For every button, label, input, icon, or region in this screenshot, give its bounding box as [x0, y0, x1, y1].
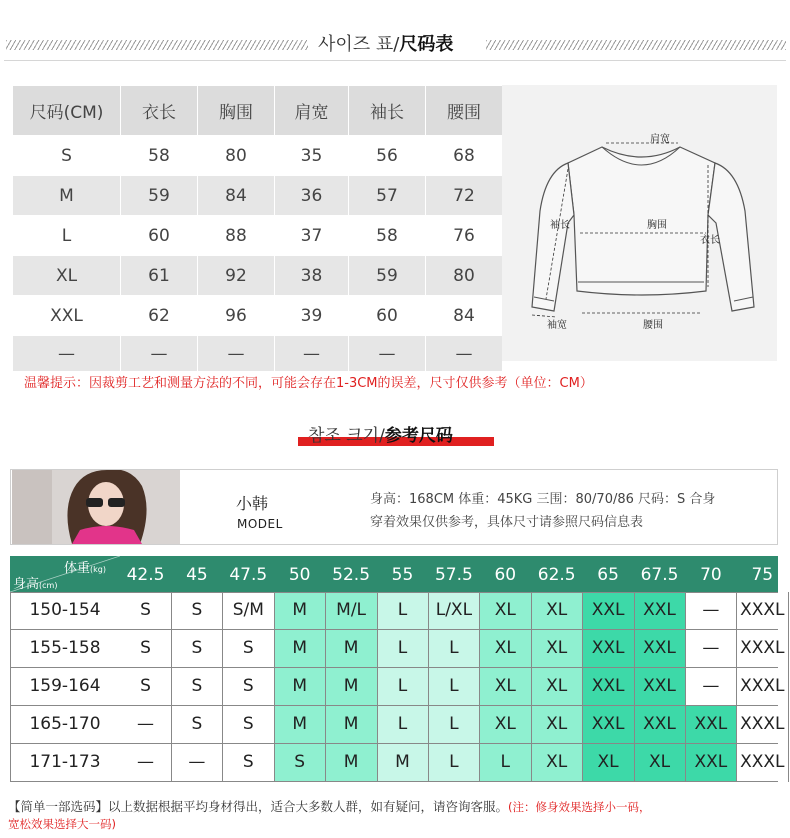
size-recommendation-cell: M	[326, 706, 377, 743]
size-recommendation-cell: XXXL	[737, 744, 788, 781]
title-divider	[4, 60, 786, 61]
size-recommendation-cell: XL	[531, 744, 582, 781]
label-waist: 腰围	[643, 320, 663, 331]
size-recommendation-cell: —	[120, 706, 171, 743]
weight-header-cell: 65	[597, 565, 619, 585]
size-recommendation-cell: XXL	[583, 630, 634, 667]
size-cell: 96	[198, 296, 275, 336]
size-cell: 56	[349, 136, 426, 176]
header-cell: 尺码(CM)	[13, 86, 121, 136]
height-cell: 171-173	[10, 744, 120, 781]
column-divider	[736, 592, 737, 782]
weight-header-cell: 42.5	[126, 565, 165, 585]
size-recommendation-cell: S	[223, 668, 274, 705]
size-cell: —	[198, 336, 275, 372]
size-cell: 68	[426, 136, 503, 176]
size-cell: 62	[121, 296, 198, 336]
size-recommendation-cell: L/XL	[428, 592, 479, 629]
garment-diagram	[502, 85, 777, 361]
label-shoulder: 肩宽	[650, 134, 670, 145]
reference-size-title: 참조 크기/参考尺码	[308, 426, 453, 446]
label-cuff: 袖宽	[547, 320, 567, 331]
size-recommendation-cell: —	[120, 744, 171, 781]
size-cell: 57	[349, 176, 426, 216]
height-cell: 155-158	[10, 630, 120, 667]
size-cell: —	[275, 336, 349, 372]
header-cell: 袖长	[349, 86, 426, 136]
footer-note: 宽松效果选择大一码)	[8, 817, 116, 831]
size-recommendation-cell: S	[171, 668, 222, 705]
size-recommendation-cell: L	[428, 744, 479, 781]
size-recommendation-cell: L	[428, 668, 479, 705]
size-recommendation-cell: XL	[480, 706, 531, 743]
size-recommendation-cell: XXXL	[737, 630, 788, 667]
size-recommendation-cell: —	[685, 630, 736, 667]
size-recommendation-cell: S	[223, 744, 274, 781]
size-cell: 35	[275, 136, 349, 176]
size-recommendation-cell: XXXL	[737, 668, 788, 705]
title-decor-left	[6, 40, 308, 50]
size-cell: 92	[198, 256, 275, 296]
size-recommendation-cell: S	[120, 592, 171, 629]
size-recommendation-cell: S	[274, 744, 325, 781]
size-row	[13, 336, 503, 372]
size-cell: 84	[426, 296, 503, 336]
size-cell: 60	[121, 216, 198, 256]
size-recommendation-cell: XL	[531, 592, 582, 629]
size-recommendation-cell: XXXL	[737, 706, 788, 743]
model-name: 小韩	[236, 494, 269, 513]
size-recommendation-cell: M	[274, 668, 325, 705]
size-recommendation-cell: L	[377, 706, 428, 743]
size-recommendation-cell: L	[377, 630, 428, 667]
weight-header-cell: 62.5	[537, 565, 576, 585]
size-cell: 59	[121, 176, 198, 216]
size-recommendation-cell: M	[326, 630, 377, 667]
column-divider	[788, 592, 789, 782]
header-cell: 胸围	[198, 86, 275, 136]
grid-corner	[10, 556, 120, 592]
size-cell: L	[13, 216, 121, 256]
size-recommendation-cell: XL	[480, 592, 531, 629]
size-recommendation-cell: —	[685, 592, 736, 629]
size-recommendation-cell: M	[274, 592, 325, 629]
size-cell: 61	[121, 256, 198, 296]
model-subtitle: MODEL	[237, 517, 283, 531]
size-recommendation-cell: XXL	[634, 630, 685, 667]
size-recommendation-cell: S	[171, 592, 222, 629]
weight-header-cell: 55	[391, 565, 414, 585]
weight-axis-label: 体重(kg)	[64, 561, 106, 576]
size-cell: 60	[349, 296, 426, 336]
column-divider	[634, 592, 635, 782]
model-measurements: 身高：168CM 体重：45KG 三围：80/70/86 尺码：S 合身	[370, 492, 716, 507]
column-divider	[10, 592, 11, 782]
size-cell: —	[121, 336, 198, 372]
size-recommendation-cell: XL	[480, 668, 531, 705]
size-recommendation-cell: XL	[531, 630, 582, 667]
size-recommendation-cell: S	[120, 630, 171, 667]
size-recommendation-cell: XXL	[583, 706, 634, 743]
size-recommendation-cell: L	[428, 706, 479, 743]
column-divider	[325, 592, 326, 782]
size-cell: —	[426, 336, 503, 372]
height-cell: 165-170	[10, 706, 120, 743]
size-cell: 39	[275, 296, 349, 336]
header-cell: 衣长	[121, 86, 198, 136]
size-chart-title: 사이즈 표/尺码表	[318, 34, 454, 55]
size-recommendation-cell: M	[274, 706, 325, 743]
label-chest: 胸围	[647, 220, 667, 231]
size-row	[13, 216, 503, 256]
size-recommendation-cell: XXL	[634, 706, 685, 743]
size-recommendation-cell: M	[377, 744, 428, 781]
size-cell: 59	[349, 256, 426, 296]
size-recommendation-cell: XXL	[634, 592, 685, 629]
footer-guide: 【简单一部选码】以上数据根据平均身材得出，适合大多数人群，如有疑问，请咨询客服。(注：修身效果选择小一码，	[8, 799, 651, 814]
size-recommendation-cell: M/L	[326, 592, 377, 629]
size-cell: 88	[198, 216, 275, 256]
size-recommendation-cell: S	[171, 706, 222, 743]
size-recommendation-cell: XL	[531, 706, 582, 743]
weight-header-cell: 70	[700, 565, 722, 585]
height-axis-label: 身高(cm)	[13, 577, 58, 592]
size-recommendation-cell: XXL	[634, 668, 685, 705]
row-divider	[10, 592, 778, 593]
column-divider	[531, 592, 532, 782]
column-divider	[428, 592, 429, 782]
size-cell: 84	[198, 176, 275, 216]
sweater-illustration	[502, 85, 777, 361]
size-cell: 76	[426, 216, 503, 256]
size-recommendation-cell: XL	[634, 744, 685, 781]
tip-note: 温馨提示：因裁剪工艺和测量方法的不同，可能会存在1-3CM的误差，尺寸仅供参考（单位：CM）	[24, 376, 593, 391]
size-row	[13, 296, 503, 336]
size-cell: 80	[198, 136, 275, 176]
weight-header-cell: 60	[494, 565, 517, 585]
column-divider	[274, 592, 275, 782]
size-cell: 58	[349, 216, 426, 256]
weight-header-cell: 57.5	[434, 565, 473, 585]
size-recommendation-cell: L	[377, 592, 428, 629]
size-recommendation-cell: M	[326, 668, 377, 705]
size-recommendation-cell: L	[377, 668, 428, 705]
column-divider	[685, 592, 686, 782]
size-table	[12, 85, 503, 372]
height-cell: 159-164	[10, 668, 120, 705]
size-cell: 80	[426, 256, 503, 296]
column-divider	[222, 592, 223, 782]
column-divider	[377, 592, 378, 782]
model-fit-note: 穿着效果仅供参考，具体尺寸请参照尺码信息表	[370, 515, 644, 530]
size-cell: —	[349, 336, 426, 372]
size-recommendation-cell: XXL	[583, 592, 634, 629]
column-divider	[479, 592, 480, 782]
row-divider	[10, 781, 778, 782]
size-recommendation-cell: M	[274, 630, 325, 667]
size-cell: —	[13, 336, 121, 372]
label-sleeve: 袖长	[550, 220, 570, 231]
size-recommendation-cell: XL	[583, 744, 634, 781]
size-recommendation-cell: XXL	[685, 706, 736, 743]
size-recommendation-cell: S	[223, 706, 274, 743]
size-cell: XL	[13, 256, 121, 296]
title-decor-right	[486, 40, 786, 50]
model-photo	[12, 470, 180, 544]
label-length: 衣长	[700, 235, 720, 246]
size-cell: XXL	[13, 296, 121, 336]
size-recommendation-cell: S	[223, 630, 274, 667]
size-cell: 37	[275, 216, 349, 256]
weight-header-cell: 52.5	[332, 565, 371, 585]
size-recommendation-cell: XXXL	[737, 592, 788, 629]
size-recommendation-cell: —	[685, 668, 736, 705]
size-recommendation-cell: XL	[531, 668, 582, 705]
size-recommendation-cell: L	[480, 744, 531, 781]
size-table-header	[13, 86, 503, 136]
size-row	[13, 256, 503, 296]
size-cell: M	[13, 176, 121, 216]
height-cell: 150-154	[10, 592, 120, 629]
weight-header-cell: 47.5	[229, 565, 268, 585]
size-row	[13, 176, 503, 216]
size-recommendation-cell: —	[171, 744, 222, 781]
size-recommendation-cell: S/M	[223, 592, 274, 629]
size-recommendation-cell: S	[120, 668, 171, 705]
header-cell: 腰围	[426, 86, 503, 136]
size-cell: S	[13, 136, 121, 176]
weight-header-cell: 75	[751, 565, 774, 585]
size-cell: 38	[275, 256, 349, 296]
size-row	[13, 136, 503, 176]
size-recommendation-cell: XXL	[583, 668, 634, 705]
weight-header-cell: 67.5	[640, 565, 679, 585]
size-cell: 36	[275, 176, 349, 216]
size-recommendation-cell: L	[428, 630, 479, 667]
column-divider	[171, 592, 172, 782]
weight-header-cell: 50	[288, 565, 311, 585]
size-recommendation-cell: XXL	[685, 744, 736, 781]
weight-header-cell: 45	[186, 565, 208, 585]
header-cell: 肩宽	[275, 86, 349, 136]
size-recommendation-cell: XL	[480, 630, 531, 667]
column-divider	[582, 592, 583, 782]
size-cell: 72	[426, 176, 503, 216]
size-recommendation-cell: M	[326, 744, 377, 781]
size-cell: 58	[121, 136, 198, 176]
size-recommendation-cell: S	[171, 630, 222, 667]
